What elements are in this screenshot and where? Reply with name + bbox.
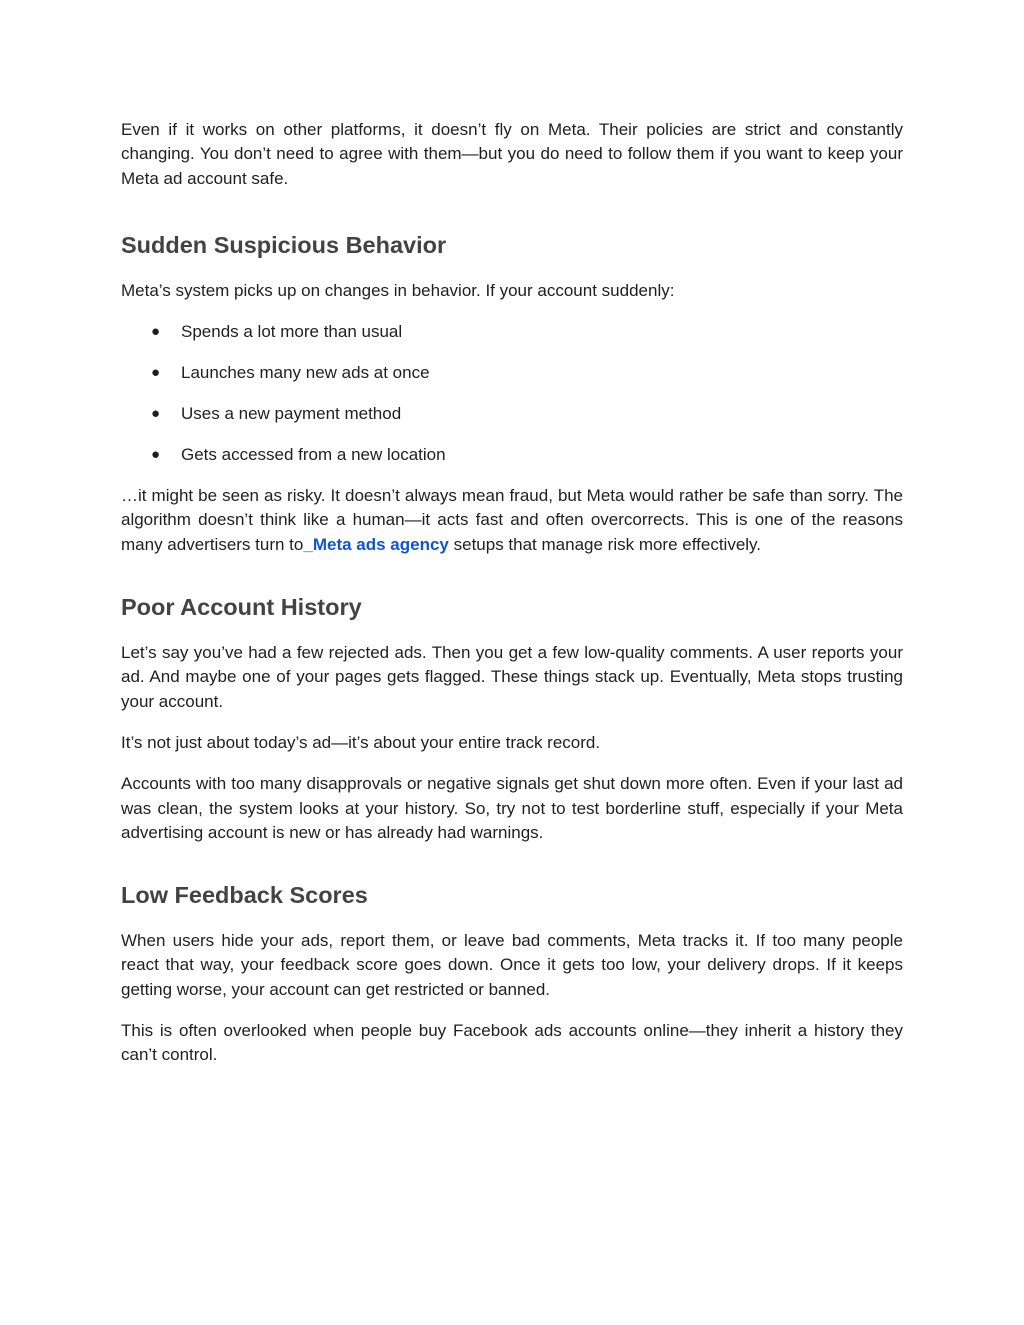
link-underscore: _ [303, 534, 313, 554]
risky-text-after-link: setups that manage risk more effectively. [448, 534, 762, 554]
account-history-paragraph-2: It’s not just about today’s ad—it’s about your entire track record. [121, 732, 601, 752]
list-item [121, 443, 903, 467]
meta-ads-agency-link[interactable] [303, 535, 449, 554]
account-history-paragraph-3: Accounts with too many disapprovals or negative signals get shut down more often. Even if your last ad was clean, the system looks at your history. So, try not to test borderline stuff, especially if your Meta advertising account is new or has already had warnings. [121, 774, 903, 842]
bullet-icon: ● [151, 323, 161, 341]
feedback-scores-paragraph-2: This is often overlooked when people buy Facebook ads accounts online—they inherit a history they can’t control. [121, 1021, 903, 1065]
section-heading-feedback-scores: Low Feedback Scores [121, 882, 368, 909]
intro-paragraph: Even if it works on other platforms, it doesn’t fly on Meta. Their policies are strict and constantly changing. You don’t need to agree with them—but you do need to follow them if you want to keep your Meta ad account safe. [121, 120, 903, 188]
account-history-paragraph-1: Let’s say you’ve had a few rejected ads. Then you get a few low-quality comments. A user reports your ad. And maybe one of your pages gets flagged. These things stack up. Eventually, Meta stops trusting your account. [121, 643, 903, 711]
suspicious-behavior-list [121, 320, 903, 467]
risky-text-before-link: …it might be seen as risky. It doesn’t always mean fraud, but Meta would rather be safe than sorry. The algorithm doesn’t think like a human—it acts fast and often overcorrects. This is one of the reasons many advertisers turn to [121, 486, 903, 554]
link-text: Meta ads agency [312, 534, 449, 554]
list-item-text: Gets accessed from a new location [181, 445, 446, 465]
list-item [121, 402, 903, 426]
list-item-text: Uses a new payment method [181, 404, 402, 424]
document-page [121, 118, 903, 1068]
feedback-scores-paragraph-1: When users hide your ads, report them, or leave bad comments, Meta tracks it. If too many people react that way, your feedback score goes down. Once it gets too low, your delivery drops. If it keeps getting worse, your account can get restricted or banned. [121, 931, 903, 999]
risky-paragraph [121, 484, 903, 557]
section-heading-suspicious-behavior: Sudden Suspicious Behavior [121, 231, 447, 258]
bullet-icon: ● [151, 405, 161, 423]
list-item-text: Launches many new ads at once [181, 363, 430, 383]
section-heading-account-history: Poor Account History [121, 594, 362, 621]
bullet-icon: ● [151, 364, 161, 382]
list-item-text: Spends a lot more than usual [181, 322, 403, 342]
list-item [121, 320, 903, 344]
list-item [121, 361, 903, 385]
suspicious-behavior-lead: Meta’s system picks up on changes in behavior. If your account suddenly: [121, 280, 675, 300]
bullet-icon: ● [151, 446, 161, 464]
